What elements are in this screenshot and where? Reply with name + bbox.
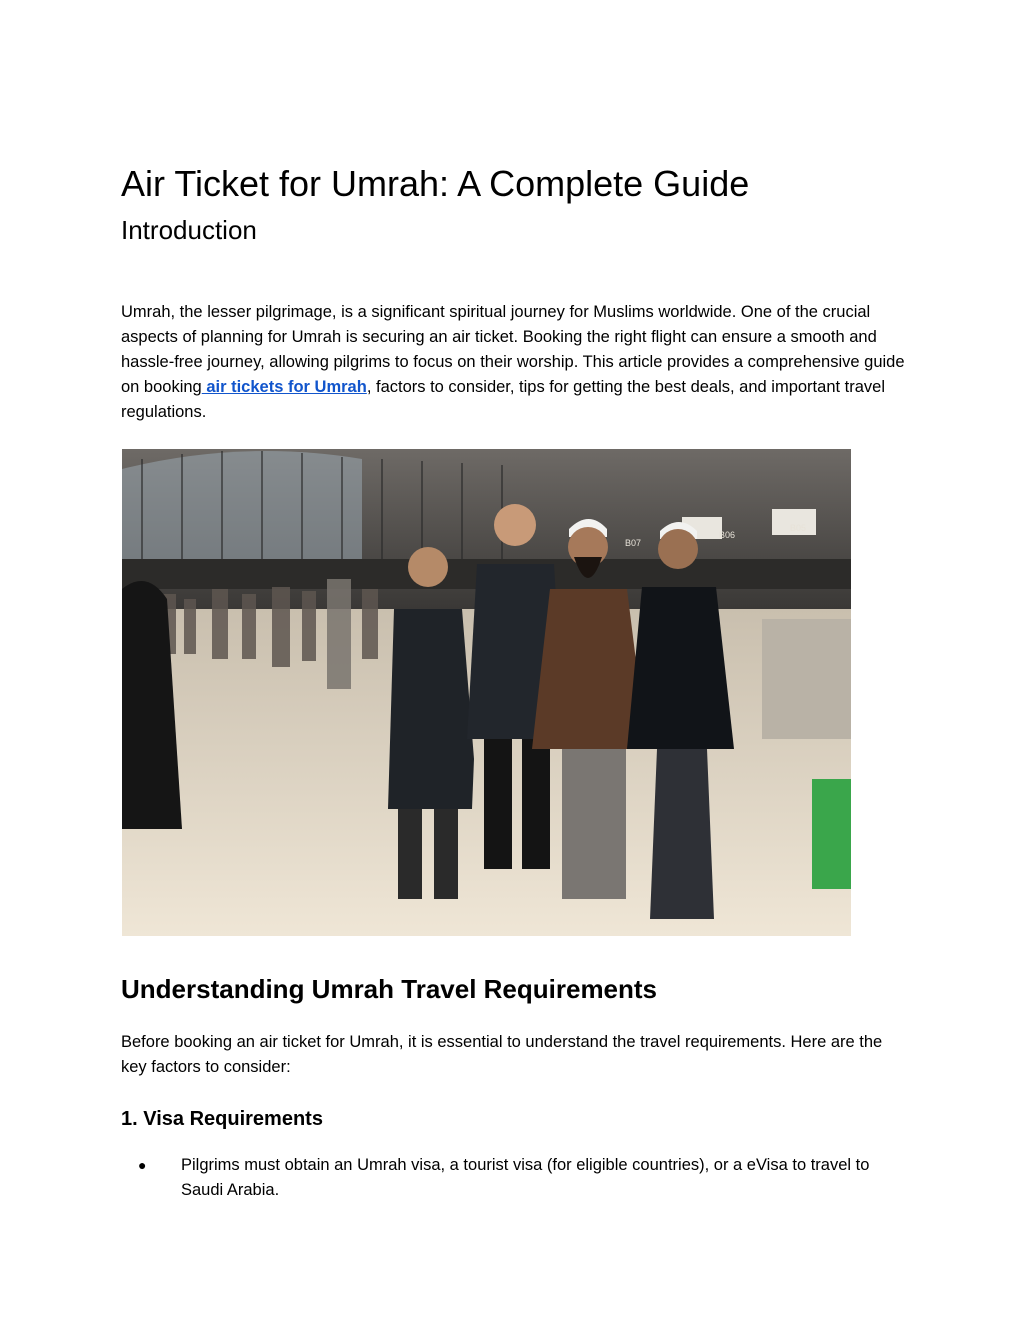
requirements-paragraph: Before booking an air ticket for Umrah, it is essential to understand the travel requirements. Here are the key factors to consider: bbox=[121, 1033, 883, 1076]
bullet-text: Pilgrims must obtain an Umrah visa, a tourist visa (for eligible countries), or a eVisa to travel to Saudi Arabia. bbox=[181, 1156, 870, 1199]
intro-text-end: , factors to consider, tips for getting the best deals, and important travel regulations. bbox=[121, 378, 886, 421]
gate-label-b05: B05 bbox=[790, 523, 807, 533]
intro-paragraph bbox=[121, 300, 906, 425]
gate-label-b06: B06 bbox=[719, 530, 736, 540]
gate-label-b07: B07 bbox=[625, 538, 642, 548]
intro-heading: Introduction bbox=[121, 215, 257, 245]
list-item bbox=[121, 1153, 906, 1203]
subsection-heading-visa: 1. Visa Requirements bbox=[121, 1108, 323, 1130]
section-heading-requirements: Understanding Umrah Travel Requirements bbox=[121, 974, 658, 1004]
airport-group-photo bbox=[122, 449, 851, 936]
document-title: Air Ticket for Umrah: A Complete Guide bbox=[121, 163, 750, 204]
intro-text-start: Umrah, the lesser pilgrimage, is a significant spiritual journey for Muslims worldwide. One of the crucial aspects of planning for Umrah is securing an air ticket. Booking the right flight can ensure a smooth and hassle-free journey, allowing pilgrims to focus on their worship. This article provides a comprehensive guide on booking bbox=[121, 303, 905, 396]
visa-bullet-list bbox=[121, 1153, 906, 1203]
air-tickets-link[interactable]: air tickets for Umrah bbox=[201, 378, 367, 396]
bullet-icon: ● bbox=[138, 1157, 147, 1173]
